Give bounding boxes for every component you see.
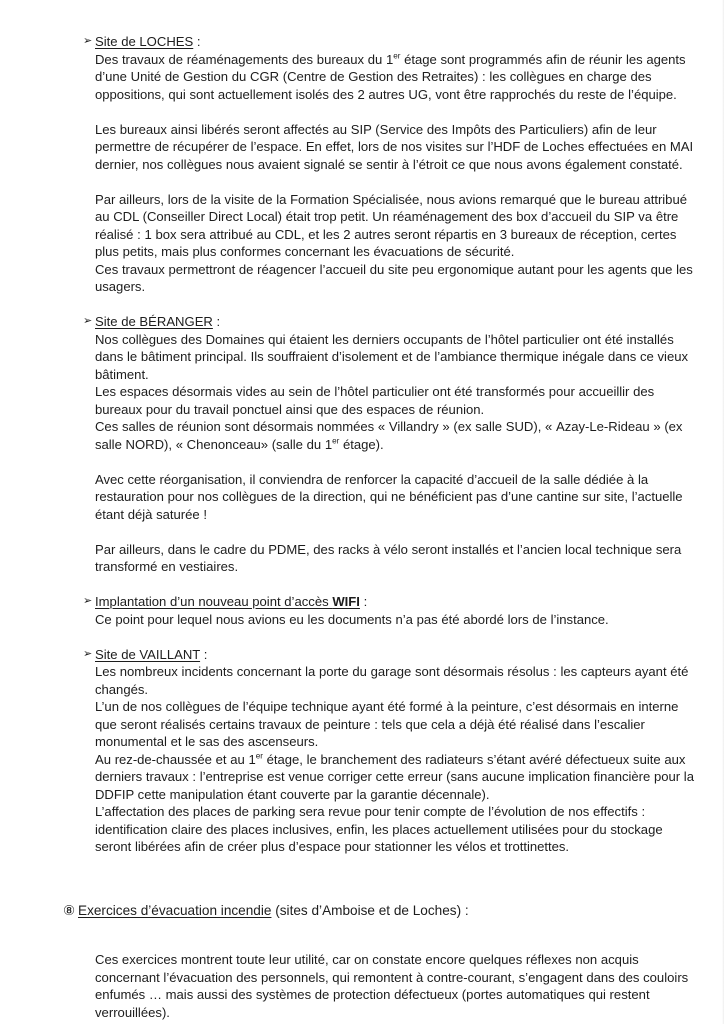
- bullet-arrow-icon: ➢: [83, 315, 93, 327]
- paragraph-vaillant-1: Les nombreux incidents concernant la porte du garage sont désormais résolus : les capteurs ayant été changés.: [95, 664, 689, 697]
- paragraph-loches-3: Par ailleurs, lors de la visite de la Formation Spécialisée, nous avions remarqué que le bureau attribué au CDL (Conseiller Direct Local) était trop petit. Un réaménagement des box d’accueil du SIP va être réalisé : 1 box sera attribué au CDL, et les 2 autres seront répartis en 3 bureaux de réception, certes plus petits, mais plus conformes concernant les évacuations de sécurité.: [95, 191, 687, 259]
- paragraph-loches-4: Ces travaux permettront de réagencer l’accueil du site peu ergonomique autant pour les agents que les usagers.: [95, 261, 693, 294]
- section-heading-wifi-label: Implantation d’un nouveau point d’accès WIFI: [95, 594, 360, 609]
- paragraph-beranger-3: Ces salles de réunion sont désormais nommées « Villandry » (ex salle SUD), « Azay-Le-Rideau » (ex salle NORD), « Chenonceau» (salle du 1er étage).: [95, 419, 683, 452]
- section-heading-beranger-suffix: :: [212, 314, 221, 329]
- paragraph-wifi-1: Ce point pour lequel nous avions eu les documents n’a pas été abordé lors de l’instance.: [95, 611, 609, 627]
- section-heading-loches: [83, 33, 695, 51]
- bullet-arrow-icon: ➢: [83, 35, 93, 47]
- section-heading-loches-label: Site de LOCHES: [95, 34, 194, 49]
- paragraph-beranger-4: Avec cette réorganisation, il conviendra de renforcer la capacité d’accueil de la salle dédiée à la restauration pour nos collègues de la direction, qui ne bénéficient pas d’une cantine sur site, l’actuelle étant déjà saturée !: [95, 471, 683, 522]
- section-heading-vaillant: [83, 646, 695, 664]
- paragraph-loches-2: Les bureaux ainsi libérés seront affectés au SIP (Service des Impôts des Particuliers) afin de leur permettre de récupérer de l’espace. En effet, lors de nos visites sur l’HDF de Loches effectuées en MAI dernier, nos collègues nous avaient signalé se sentir à l’étroit ce que nous avons également constaté.: [95, 121, 694, 172]
- circled-number-icon: ⑧: [63, 903, 76, 918]
- section-heading-beranger: [83, 313, 695, 331]
- paragraph-evacuation-exercises: Ces exercices montrent toute leur utilité, car on constate encore quelques réflexes non acquis concernant l’évacuation des personnels, qui remontent à contre-courant, s’engagent dans des couloirs enfumés … mais aussi des systèmes de protection défectueux (portes automatiques qui restent verrouillées).: [95, 952, 689, 1020]
- paragraph-loches-1: Des travaux de réaménagements des bureaux du 1er étage sont programmés afin de réunir les agents d’une Unité de Gestion du CGR (Centre de Gestion des Retraites) : les collègues en charge des oppositions, qui sont actuellement isolés des 2 autres UG, vont être rapprochés du reste de l’équipe.: [95, 51, 686, 102]
- section-heading-vaillant-suffix: :: [200, 646, 208, 662]
- section-heading-wifi-suffix: :: [359, 594, 368, 609]
- section-heading-vaillant-label: Site de VAILLANT: [95, 646, 201, 662]
- numbered-section-title: Exercices d’évacuation incendie: [78, 903, 272, 918]
- paragraph-vaillant-3: Au rez-de-chaussée et au 1er étage, le branchement des radiateurs s’étant avéré défectueux suite aux derniers travaux : l’entreprise est venue corriger cette erreur (sans aucune implication financière pour la DDFIP cette manipulation étant couverte par la garantie décennale).: [95, 751, 694, 802]
- paragraph-vaillant-4: L’affectation des places de parking sera revue pour tenir compte de l’évolution de nos effectifs : identification claire des places inclusives, enfin, les places actuellement utilisées pour du stockage seront libérées afin de créer plus d’espace pour stationner les vélos et trottinettes.: [95, 804, 663, 854]
- paragraph-beranger-2: Les espaces désormais vides au sein de l’hôtel particulier ont été transformés pour accueillir des bureaux pour du travail ponctuel ainsi que des espaces de réunion.: [95, 384, 655, 417]
- bullet-arrow-icon: ➢: [83, 647, 93, 660]
- section-heading-loches-suffix: :: [193, 34, 201, 49]
- paragraph-beranger-5: Par ailleurs, dans le cadre du PDME, des racks à vélo seront installés et l’ancien local technique sera transformé en vestiaires.: [95, 541, 682, 574]
- paragraph-beranger-1: Nos collègues des Domaines qui étaient les derniers occupants de l’hôtel particulier ont été installés dans le bâtiment principal. Ils souffraient d’isolement et de l’ambiance thermique inégale dans ce vieux bâtiment.: [95, 331, 689, 382]
- paragraph-vaillant-2: L’un de nos collègues de l’équipe technique ayant été formé à la peinture, c’est désormais en interne que seront réalisés certains travaux de peinture : tels que cela a déjà été réalisé dans l’escalier monumental et le sas des ascenseurs.: [95, 699, 679, 749]
- bullet-arrow-icon: ➢: [83, 595, 93, 607]
- section-heading-wifi: [83, 593, 695, 611]
- section-heading-beranger-label: Site de BÉRANGER: [95, 314, 213, 329]
- section-heading-wifi-keyword: WIFI: [332, 594, 360, 609]
- document-body: [83, 33, 695, 856]
- numbered-section-subtitle: (sites d’Amboise et de Loches) :: [271, 903, 469, 918]
- numbered-section-heading: [63, 901, 703, 920]
